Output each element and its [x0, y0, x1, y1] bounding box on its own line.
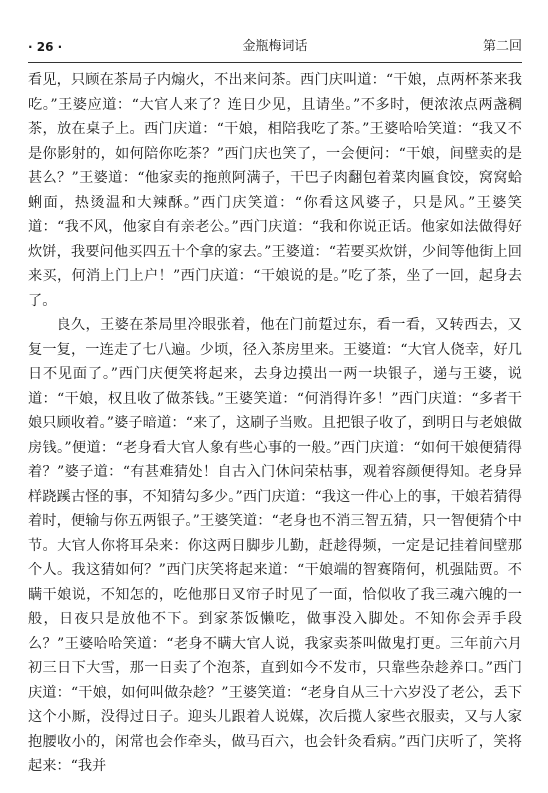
- chapter-title: 第二回: [482, 39, 522, 54]
- paragraph: 良久，王婆在茶局里冷眼张着，他在门前踅过东，看一看，又转西去，又复一复，一连走了七八遍。少顷，径入茶房里来。王婆道：“大官人侥幸，好几日不见面了。”西门庆便笑将起来，去身边摸出一两一块银子，递与王婆，说道：“干娘，权且收了做茶钱。”王婆笑道：“何消得许多！”西门庆道：“多者干娘只顾收着。”婆子暗道：“来了，这刷子当败。且把银子收了，到明日与老娘做房钱。”便道：“老身看大官人象有些心事的一般。”西门庆道：“如何干娘便猜得着？”婆子道：“有甚难猜处！自古入门休问荣枯事，观着容颜便得知。老身异样跷蹊古怪的事，不知猜勾多少。”西门庆道：“我这一件心上的事，干娘若猜得着时，便输与你五两银子。”王婆笑道：“老身也不消三智五猜，只一智便猜个中节。大官人你将耳朵来：你这两日脚步儿勤，赶趁得频，一定是记挂着间壁那个人。我这猜如何？”西门庆笑将起来道：“干娘端的智赛隋何，机强陆贾。不瞒干娘说，不知怎的，吃他那日叉帘子时见了一面，恰似收了我三魂六魄的一般，日夜只是放他不下。到家茶饭懒吃，做事没入脚处。不知你会弄手段么？”王婆哈哈笑道：“老身不瞒大官人说，我家卖茶叫做鬼打更。三年前六月初三日下大雪，那一日卖了个泡茶，直到如今不发市，只靠些杂趁养口。”西门庆道：“干娘，如何叫做杂趁？”王婆笑道：“老身自从三十六岁没了老公，丢下这个小厮，没得过日子。迎头儿跟着人说媒，次后揽人家些衣服卖，又与人家抱腰收小的，闲常也会作牵头，做马百六，也会针灸看病。”西门庆听了，笑将起来：“我并: [28, 317, 522, 774]
- paragraph-continued: 看见，只顾在茶局子内煽火，不出来问茶。西门庆叫道：“干娘，点两杯茶来我吃。”王婆应道：“大官人来了？连日少见，且请坐。”不多时，便浓浓点两盏稠茶，放在桌子上。西门庆道：“干娘，相陪我吃了茶。”王婆哈哈笑道：“我又不是你影射的，如何陪你吃茶？”西门庆也笑了，一会便问：“干娘，间壁卖的是甚么？”王婆道：“他家卖的拖煎阿满子，干巴子肉翻包着菜肉匾食饺，窝窝蛤蜊面，热烫温和大辣酥。”西门庆笑道：“你看这风婆子，只是风。”王婆笑道：“我不风，他家自有亲老公。”西门庆道：“我和你说正话。他家如法做得好炊饼，我要问他买四五十个拿的家去。”王婆道：“若要买炊饼，少间等他街上回来买，何消上门上户！”西门庆道：“干娘说的是。”吃了茶，坐了一回，起身去了。: [28, 72, 522, 309]
- page-header: [28, 36, 522, 58]
- book-title: 金瓶梅词话: [242, 39, 308, 54]
- header-rule: [28, 62, 522, 63]
- body-text: [28, 68, 522, 779]
- page-number: · 26 ·: [28, 40, 63, 54]
